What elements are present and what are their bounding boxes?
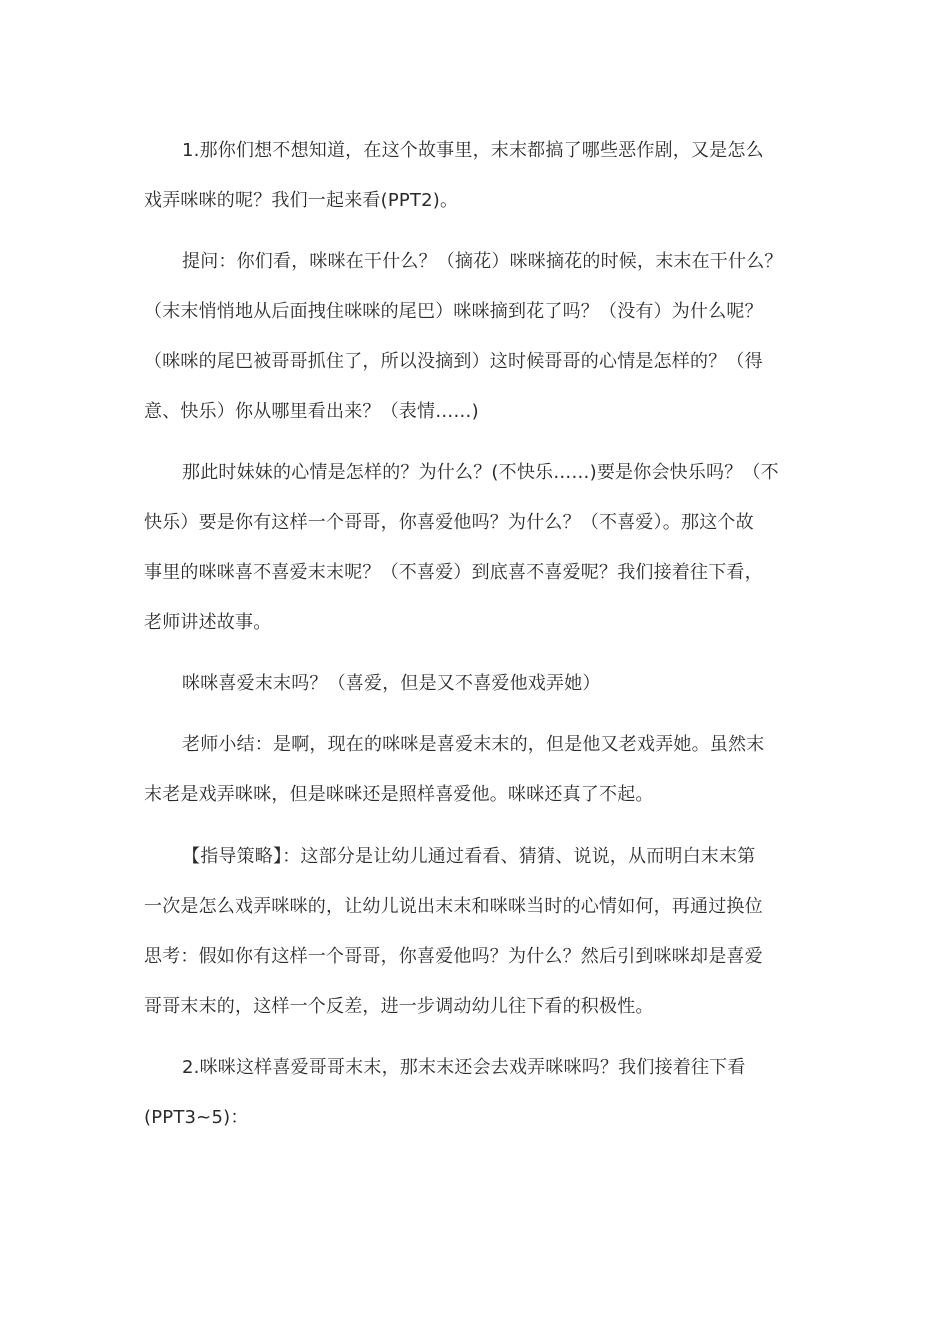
text-line: 咪咪喜爱末末吗？（喜爱，但是又不喜爱他戏弄她） xyxy=(182,673,601,694)
text-line: （末末悄悄地从后面拽住咪咪的尾巴）咪咪摘到花了吗？（没有）为什么呢？ xyxy=(144,301,763,322)
paragraph-sister-feelings xyxy=(144,448,808,648)
text-line: 末老是戏弄咪咪，但是咪咪还是照样喜爱他。咪咪还真了不起。 xyxy=(144,784,654,805)
text-line: 哥哥末末的，这样一个反差，进一步调动幼儿往下看的积极性。 xyxy=(144,996,654,1017)
text-line: 事里的咪咪喜不喜爱末末呢？（不喜爱）到底喜不喜爱呢？我们接着往下看， xyxy=(144,562,763,583)
paragraph-intro-question xyxy=(144,126,808,226)
paragraph-questions xyxy=(144,237,808,437)
text-line: 那此时妹妹的心情是怎样的？为什么？(不快乐……)要是你会快乐吗？（不 xyxy=(182,462,779,483)
text-line: (PPT3~5)： xyxy=(144,1107,249,1128)
text-line: （咪咪的尾巴被哥哥抓住了，所以没摘到）这时候哥哥的心情是怎样的？（得 xyxy=(144,351,763,372)
paragraph-guidance-strategy xyxy=(144,832,808,1032)
paragraph-next-section xyxy=(144,1043,808,1143)
paragraph-do-you-like xyxy=(144,659,808,709)
text-line: 快乐）要是你有这样一个哥哥，你喜爱他吗？为什么？（不喜爱）。那这个故 xyxy=(144,512,754,533)
text-line: 2.咪咪这样喜爱哥哥末末，那末末还会去戏弄咪咪吗？我们接着往下看 xyxy=(182,1057,746,1078)
text-line: 一次是怎么戏弄咪咪的，让幼儿说出末末和咪咪当时的心情如何，再通过换位 xyxy=(144,896,763,917)
text-line: 1.那你们想不想知道，在这个故事里，末末都搞了哪些恶作剧，又是怎么 xyxy=(182,140,764,161)
text-line: 戏弄咪咪的呢？我们一起来看(PPT2)。 xyxy=(144,190,459,211)
paragraph-teacher-summary xyxy=(144,720,808,820)
text-line: 思考：假如你有这样一个哥哥，你喜爱他吗？为什么？然后引到咪咪却是喜爱 xyxy=(144,946,763,967)
text-line: 老师小结：是啊，现在的咪咪是喜爱末末的，但是他又老戏弄她。虽然末 xyxy=(182,734,765,755)
text-line: 意、快乐）你从哪里看出来？（表情……) xyxy=(144,401,479,422)
text-line: 老师讲述故事。 xyxy=(144,612,272,633)
text-line: 【指导策略】：这部分是让幼儿通过看看、猜猜、说说，从而明白末末第 xyxy=(182,846,756,867)
text-line: 提问：你们看，咪咪在干什么？（摘花）咪咪摘花的时候，末末在干什么？ xyxy=(182,251,783,272)
